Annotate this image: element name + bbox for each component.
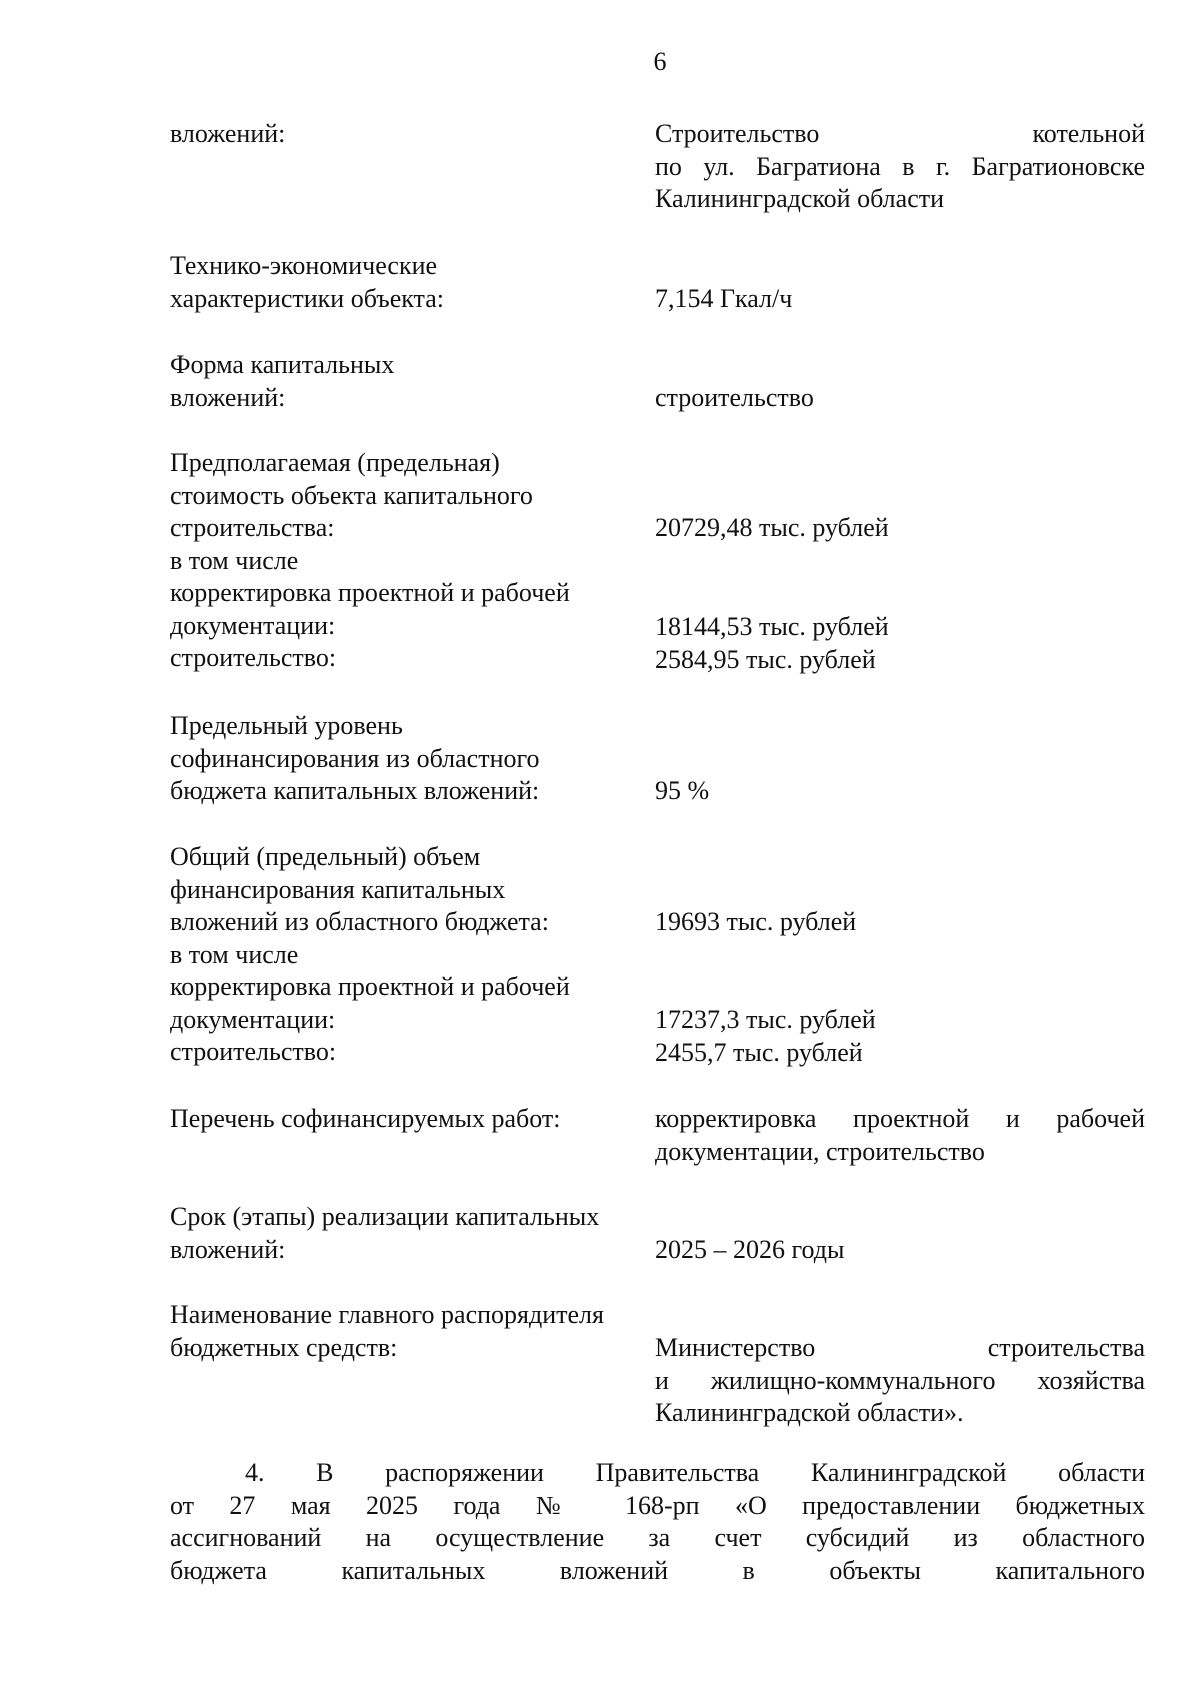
value-line: и жилищно-коммунального хозяйства xyxy=(655,1365,1145,1395)
value-estimated-cost-total xyxy=(655,512,1145,545)
value-estimated-cost-breakdown xyxy=(655,611,1145,676)
value-line: 2584,95 тыс. рублей xyxy=(655,644,876,674)
value-total-financing-breakdown xyxy=(655,1004,1145,1069)
value-line: строительство xyxy=(655,383,814,412)
value-line: 19693 тыс. рублей xyxy=(655,907,857,936)
value-line: по ул. Багратиона в г. Багратионовске xyxy=(655,151,1145,181)
paragraph-line: 4. В распоряжении Правительства Калининградской области xyxy=(245,1458,1145,1487)
label-main-administrator xyxy=(170,1299,660,1364)
label-cofinancing-level xyxy=(170,710,660,808)
label-estimated-cost xyxy=(170,447,660,675)
label-works-list xyxy=(170,1103,660,1136)
label-investment-form xyxy=(170,349,660,414)
value-object-name xyxy=(655,118,1145,216)
value-total-financing xyxy=(655,906,1145,939)
value-line: 2025 – 2026 годы xyxy=(655,1235,845,1264)
value-line: документации, строительство xyxy=(655,1136,985,1166)
label-line: Форма капитальных xyxy=(170,350,395,379)
label-line: в том числе xyxy=(170,545,299,575)
value-investment-form xyxy=(655,382,1145,415)
value-line: 2455,7 тыс. рублей xyxy=(655,1037,863,1067)
value-works-list xyxy=(655,1103,1145,1168)
label-line: вложений: xyxy=(170,1234,286,1264)
value-line: 18144,53 тыс. рублей xyxy=(655,612,889,641)
value-line: 95 % xyxy=(655,776,710,805)
label-line: софинансирования из областного xyxy=(170,743,540,773)
page-number: 6 xyxy=(653,47,667,76)
label-line: бюджета капитальных вложений: xyxy=(170,776,540,805)
label-line: бюджетных средств: xyxy=(170,1332,398,1362)
label-line: строительство: xyxy=(170,1037,337,1066)
label-implementation-term xyxy=(170,1201,660,1266)
label-line: Перечень софинансируемых работ: xyxy=(170,1104,561,1133)
label-line: вложений из областного бюджета: xyxy=(170,907,549,936)
label-line: Технико-экономические xyxy=(170,251,438,280)
label-line: корректировка проектной и рабочей xyxy=(170,972,570,1001)
value-line: 7,154 Гкал/ч xyxy=(655,284,793,313)
label-line: Наименование главного распорядителя xyxy=(170,1300,604,1329)
label-line: финансирования капитальных xyxy=(170,874,506,904)
label-line: строительства: xyxy=(170,513,335,542)
paragraph-line: от 27 мая 2025 года № 168-рп «О предоставлении бюджетных xyxy=(170,1490,1145,1520)
value-line: 17237,3 тыс. рублей xyxy=(655,1005,876,1034)
value-technical-characteristics xyxy=(655,283,1145,316)
label-object-name xyxy=(170,118,660,151)
label-total-financing xyxy=(170,841,660,1069)
value-line: корректировка проектной и рабочей xyxy=(655,1104,1145,1133)
value-implementation-term xyxy=(655,1234,1145,1267)
label-line: строительство: xyxy=(170,643,337,672)
label-line: вложений: xyxy=(170,119,286,148)
label-line: Срок (этапы) реализации капитальных xyxy=(170,1202,600,1231)
label-line: корректировка проектной и рабочей xyxy=(170,578,570,607)
value-cofinancing-level xyxy=(655,775,1145,808)
value-line: Калининградской области». xyxy=(655,1398,964,1427)
value-line: Министерство строительства xyxy=(655,1333,1145,1362)
paragraph-4 xyxy=(170,1457,1145,1587)
value-line: 20729,48 тыс. рублей xyxy=(655,513,889,542)
label-technical-characteristics xyxy=(170,250,660,315)
label-line: Общий (предельный) объем xyxy=(170,842,481,871)
label-line: Предельный уровень xyxy=(170,711,403,740)
value-line: Калининградской области xyxy=(655,184,945,213)
value-line: Строительство котельной xyxy=(655,119,1145,148)
label-line: характеристики объекта: xyxy=(170,283,445,313)
label-line: стоимость объекта капитального xyxy=(170,480,533,510)
label-line: документации: xyxy=(170,610,336,640)
label-line: документации: xyxy=(170,1004,336,1034)
value-main-administrator xyxy=(655,1332,1145,1430)
label-line: в том числе xyxy=(170,939,299,969)
label-line: Предполагаемая (предельная) xyxy=(170,448,500,477)
label-line: вложений: xyxy=(170,382,286,412)
paragraph-line: ассигнований на осуществление за счет субсидий из областного xyxy=(170,1523,1145,1552)
paragraph-line: бюджета капитальных вложений в объекты капитального xyxy=(170,1555,1145,1585)
